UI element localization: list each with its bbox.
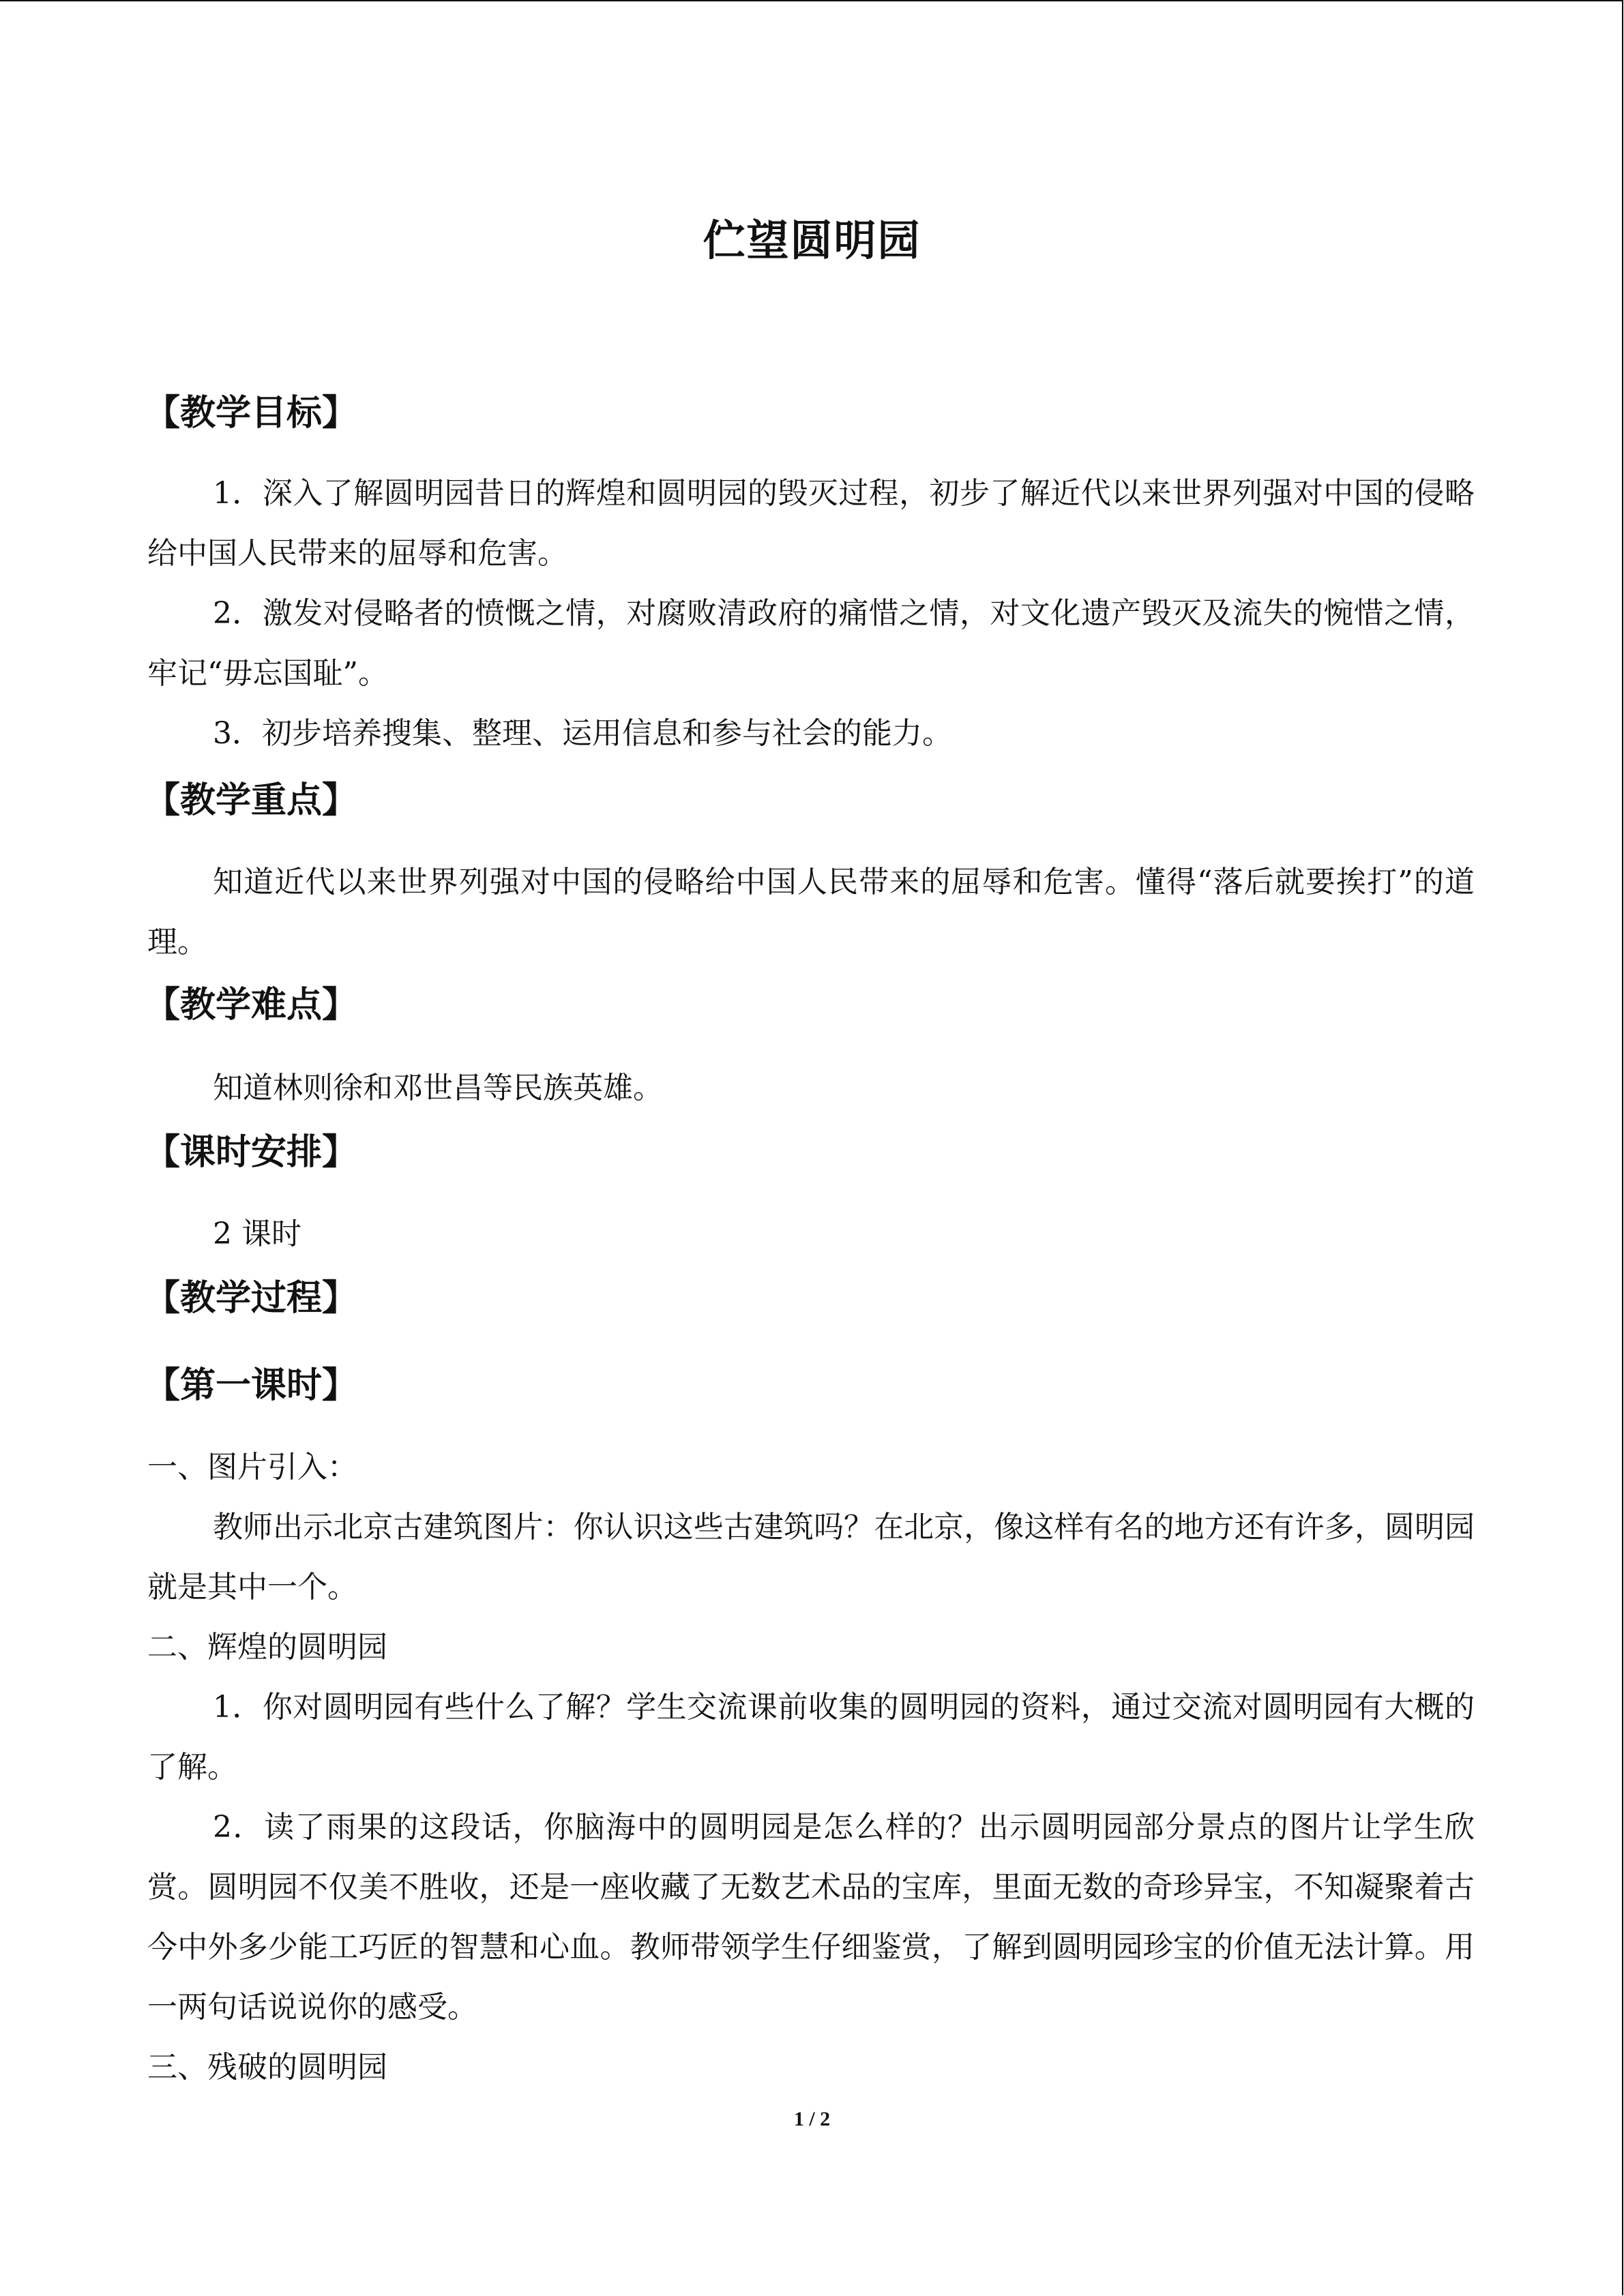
part2-item-2: 2．读了雨果的这段话，你脑海中的圆明园是怎么样的？出示圆明园部分景点的图片让学生欣赏。圆明园不仅美不胜收，还是一座收藏了无数艺术品的宝库，里面无数的奇珍异宝，不知凝聚着古今中外多少能工巧匠的智慧和心血。教师带领学生仔细鉴赏，了解到圆明园珍宝的价值无法计算。用一两句话说说你的感受。 <box>147 1810 1475 2025</box>
page-number: 1 / 2 <box>793 2108 831 2130</box>
heading-lesson-1: 【第一课时】 <box>145 1365 358 1406</box>
heading-difficulties: 【教学难点】 <box>145 985 358 1026</box>
heading-schedule: 【课时安排】 <box>145 1132 358 1173</box>
heading-objectives: 【教学目标】 <box>145 393 358 434</box>
heading-process: 【教学过程】 <box>145 1278 358 1319</box>
objective-item-1: 1．深入了解圆明园昔日的辉煌和圆明园的毁灭过程，初步了解近代以来世界列强对中国的侵略给中国人民带来的屈辱和危害。 <box>147 476 1475 571</box>
schedule-text: 2 课时 <box>213 1217 301 1251</box>
difficulties-text: 知道林则徐和邓世昌等民族英雄。 <box>213 1071 663 1105</box>
objective-item-3: 3．初步培养搜集、整理、运用信息和参与社会的能力。 <box>213 716 952 751</box>
key-points-text: 知道近代以来世界列强对中国的侵略给中国人民带来的屈辱和危害。懂得“落后就要挨打”的道理。 <box>147 865 1475 959</box>
objective-item-2: 2．激发对侵略者的愤慨之情，对腐败清政府的痛惜之情，对文化遗产毁灭及流失的惋惜之情，牢记“毋忘国耻”。 <box>147 596 1475 691</box>
document-title: 伫望圆明园 <box>703 215 921 265</box>
part1-title: 一、图片引入： <box>147 1450 357 1485</box>
part1-text: 教师出示北京古建筑图片：你认识这些古建筑吗？在北京，像这样有名的地方还有许多，圆明园就是其中一个。 <box>147 1510 1475 1605</box>
heading-key-points: 【教学重点】 <box>145 780 358 821</box>
part2-title: 二、辉煌的圆明园 <box>147 1630 387 1665</box>
part3-title: 三、残破的圆明园 <box>147 2050 387 2085</box>
part2-item-1: 1．你对圆明园有些什么了解？学生交流课前收集的圆明园的资料，通过交流对圆明园有大概的了解。 <box>147 1690 1475 1785</box>
